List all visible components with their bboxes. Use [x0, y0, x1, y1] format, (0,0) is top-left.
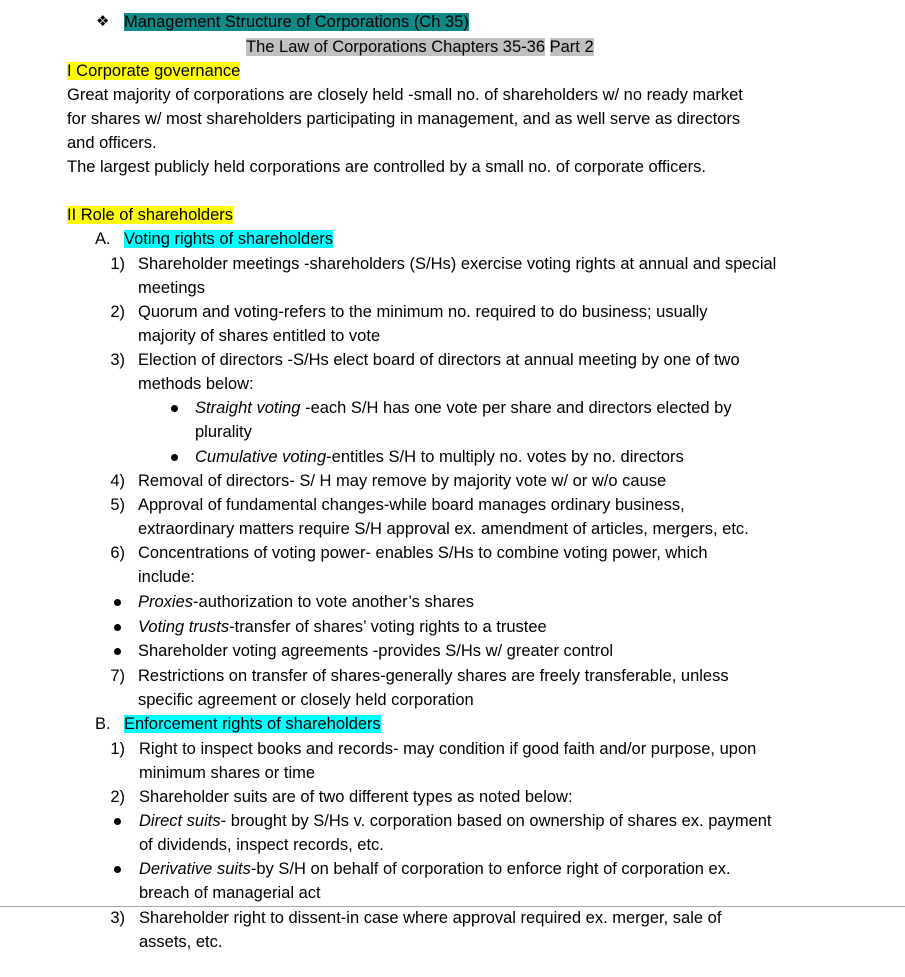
list-number: 4) [110, 472, 125, 490]
list-item-line: specific agreement or closely held corporation [138, 691, 474, 709]
list-item-line: Quorum and voting-refers to the minimum no. required to do business; usually [138, 303, 708, 321]
bullet-term: Voting trusts [138, 618, 230, 636]
list-item-line: include: [138, 568, 195, 586]
bullet-line [139, 859, 731, 879]
list-number: 7) [110, 667, 125, 685]
four-diamond-bullet-icon: ❖ [96, 13, 110, 30]
bullet-term: Direct suits [139, 812, 221, 830]
bullet-term: Cumulative voting [195, 448, 327, 466]
subsection-a-marker: A. [95, 230, 111, 248]
list-item-line: Shareholder suits are of two different types as noted below: [139, 788, 573, 806]
list-number: 1) [110, 255, 125, 273]
bullet-text: -transfer of shares’ voting rights to a trustee [229, 618, 547, 636]
list-number: 5) [110, 496, 125, 514]
bullet-term: Straight voting [195, 399, 301, 417]
section1-p1-line2: for shares w/ most shareholders participating in management, and as well serve as directors [67, 110, 741, 128]
subsection-a-heading [124, 229, 333, 249]
section1-heading-text: I Corporate governance [67, 62, 241, 80]
section1-p1-line1: Great majority of corporations are closely held -small no. of shareholders w/ no ready market [67, 86, 743, 104]
section1-heading [67, 61, 240, 81]
list-item-line: Right to inspect books and records- may condition if good faith and/or purpose, upon [139, 740, 757, 758]
sub-bullet-line [195, 398, 732, 418]
subtitle-part: Part 2 [549, 38, 594, 56]
list-item-line: Election of directors -S/Hs elect board of directors at annual meeting by one of two [138, 351, 740, 369]
bullet-text: -each S/H has one vote per share and directors elected by [300, 399, 732, 417]
list-item-line: methods below: [138, 375, 254, 393]
list-item-line: Shareholder right to dissent-in case where approval required ex. merger, sale of [139, 909, 722, 927]
bullet-icon [114, 599, 121, 606]
list-item-line: meetings [138, 279, 205, 297]
subsection-b-heading [124, 714, 381, 734]
subsection-b-marker: B. [95, 715, 111, 733]
sub-bullet-line: plurality [195, 423, 252, 441]
list-item-line: assets, etc. [139, 933, 223, 951]
doc-subtitle [246, 37, 594, 57]
bullet-line [139, 811, 772, 831]
list-item-line: Restrictions on transfer of shares-generally shares are freely transferable, unless [138, 667, 729, 685]
list-number: 2) [110, 303, 125, 321]
bullet-text: -authorization to vote another’s shares [193, 593, 475, 611]
doc-title-text: Management Structure of Corporations (Ch 35) [124, 13, 469, 31]
section2-heading-text: II Role of shareholders [67, 206, 234, 224]
bullet-text: -entitles S/H to multiply no. votes by no. directors [326, 448, 684, 466]
list-item-line: Approval of fundamental changes-while board manages ordinary business, [138, 496, 685, 514]
doc-title [124, 12, 469, 32]
section2-heading [67, 205, 233, 225]
list-number: 2) [110, 788, 125, 806]
list-item-line: majority of shares entitled to vote [138, 327, 381, 345]
bullet-line [138, 592, 474, 612]
subsection-a-heading-text: Voting rights of shareholders [124, 230, 334, 248]
subsection-b-heading-text: Enforcement rights of shareholders [124, 715, 381, 733]
list-number: 6) [110, 544, 125, 562]
bullet-term: Proxies [138, 593, 194, 611]
bullet-icon [114, 866, 121, 873]
list-item-line: Concentrations of voting power- enables S/Hs to combine voting power, which [138, 544, 708, 562]
bullet-line: breach of managerial act [139, 884, 321, 902]
section1-p2: The largest publicly held corporations are controlled by a small no. of corporate officers. [67, 158, 706, 176]
list-number: 3) [110, 351, 125, 369]
list-number: 1) [110, 740, 125, 758]
bullet-line: of dividends, inspect records, etc. [139, 836, 384, 854]
bullet-icon [114, 648, 121, 655]
bullet-term: Derivative suits [139, 860, 251, 878]
bullet-text: -by S/H on behalf of corporation to enforce right of corporation ex. [250, 860, 731, 878]
bullet-icon [171, 454, 178, 461]
bullet-icon [114, 624, 121, 631]
bullet-line: Shareholder voting agreements -provides S/Hs w/ greater control [138, 642, 614, 660]
bullet-line [138, 617, 547, 637]
list-item-line: Shareholder meetings -shareholders (S/Hs) exercise voting rights at annual and special [138, 255, 777, 273]
bullet-icon [171, 405, 178, 412]
sub-bullet-line [195, 447, 684, 467]
list-item-line: minimum shares or time [139, 764, 316, 782]
subtitle-main: The Law of Corporations Chapters 35-36 [246, 38, 545, 56]
list-item-line: extraordinary matters require S/H approval ex. amendment of articles, mergers, etc. [138, 520, 749, 538]
bullet-icon [114, 818, 121, 825]
page-break-line [0, 906, 905, 907]
list-item-line: Removal of directors- S/ H may remove by majority vote w/ or w/o cause [138, 472, 667, 490]
bullet-text: - brought by S/Hs v. corporation based on ownership of shares ex. payment [220, 812, 772, 830]
list-number: 3) [110, 909, 125, 927]
section1-p1-line3: and officers. [67, 134, 157, 152]
